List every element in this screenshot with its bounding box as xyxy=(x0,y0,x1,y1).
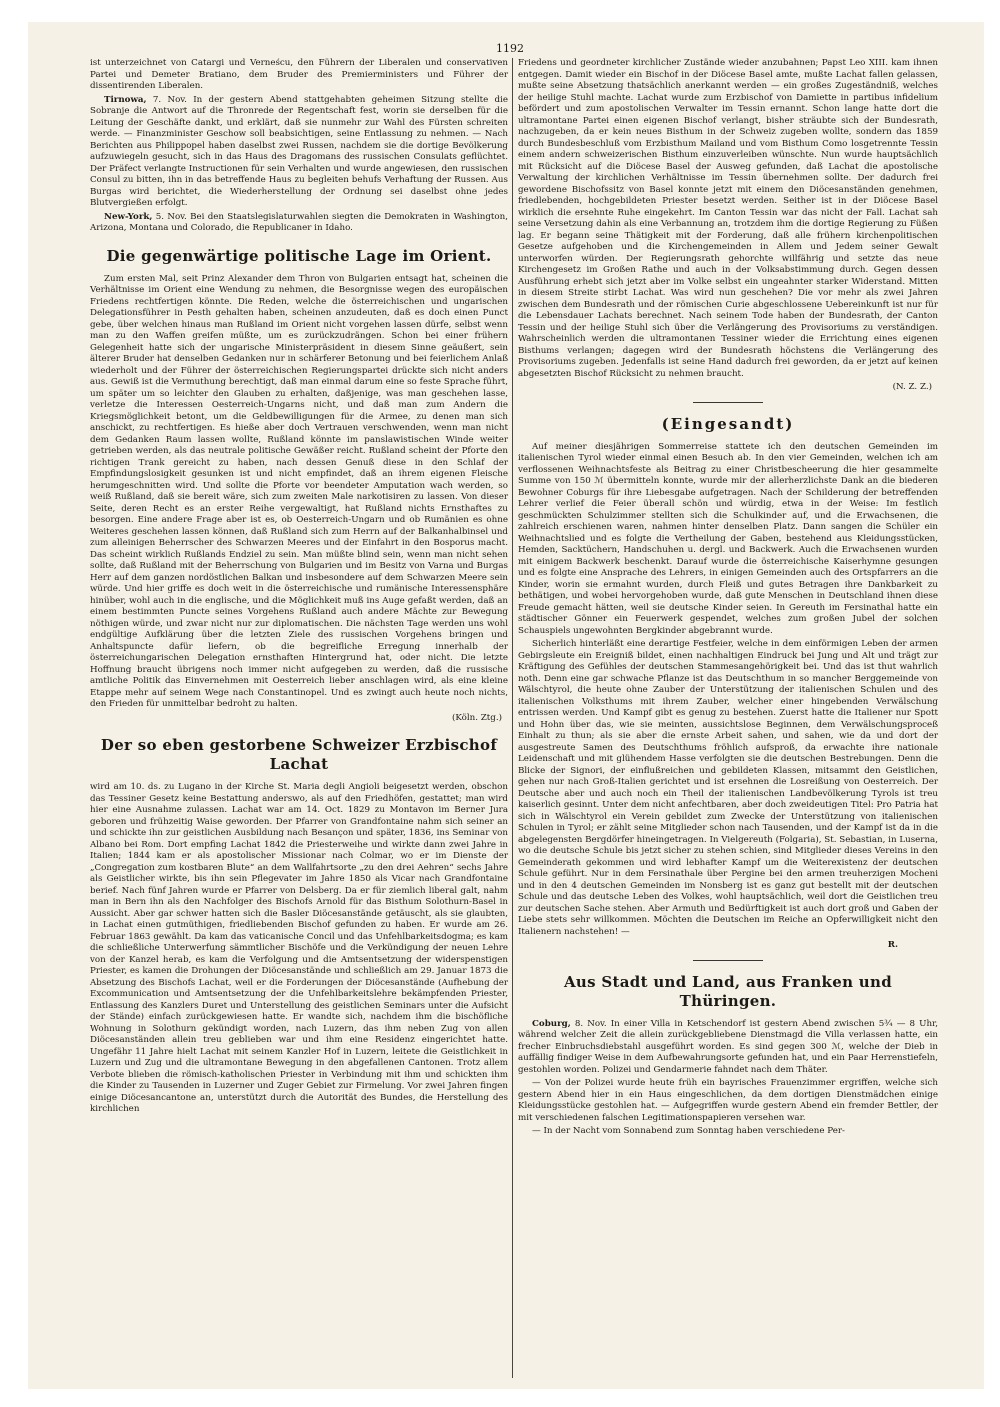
article-paragraph: — In der Nacht vom Sonnabend zum Sonntag haben verschiedene Per- xyxy=(532,1126,845,1136)
article-paragraph: Sicherlich hinterläßt eine derartige Festfeier, welche in dem einförmigen Leben der armen Gebirgsleute ein Ereigniß bildet, einen nachhaltigen Eindruck bei Jung und Alt und trägt zur Kräftigung des Gefühles der deutschen Stammesangehörigkeit bei. Und das ist thut wahrlich noth. Denn eine gar schwache Pflanze ist das Deutschthum in so mancher Berggemeinde von Wälschtyrol, die heute ohne Zauber der Unterstützung der italienischen Schulen und des italienischen Volksthums mit ihrem Zauber, welcher einer hingebenden Verwälschung entrissen werden. Und Kampf gibt es genug zu bestehen. Zuerst hatte die Italiener nur Spott und Hohn über das, wie sie meinten, aussichtslose Beginnen, dem Verwälschungsproceß Einhalt zu thun; als sie aber die ernste Arbeit sahen, und sahen, wie da und dort der ausgestreute Samen des Deutschthums fröhlich aufsproß, da erwachte ihre nationale Leidenschaft und mit glühendem Hasse verfolgten sie die deutschen Bestrebungen. Denn die Blicke der Signori, der einflußreichen und gebildeten Klassen, mitsammt den Geistlichen, gehen nur nach Groß-Italien gerichtet und ist ersehnen die Losreißung von Oesterreich. Der Deutsche aber und auch noch ein Theil der italienischen Landbevölkerung Tyrols ist treu kaiserlich gesinnt. Unter dem nicht anfechtbaren, aber doch zweideutigen Titel: Pro Patria hat sich in Wälschtyrol ein Verein gebildet zum Zwecke der Unterstützung von italienischen Schulen in Tyrol; er zählt seine Mitglieder schon nach Tausenden, und der Kampf ist da in die abgelegensten Bergdörfer hineingetragen. In Vielgereuth (Folgaria), St. Sebastian, in Luserna, wo die deutsche Schule bis jetzt sicher zu stehen schien, sind Mitglieder dieses Vereins in den Gemeinderath gekommen und wird lebhafter Kampf um die Weiterexistenz der deutschen Schule geführt. Nur in dem Fersinathale über Pergine bei den armen treuherzigen Mocheni und in den 4 deutschen Gemeinden im Nonsberg ist es ganz gut bestellt mit der deutschen Schule und das deutsche Leben des Volkes, wohl hauptsächlich, weil dort die Geistlichen treu zur deutschen Sache stehen. Aber Armuth und Bedürftigkeit ist auch dort groß und Gaben der Liebe stets sehr willkommen. Möchten die Deutschen im Reiche an Opferwilligkeit nicht den Italienern nachstehen! — xyxy=(518,639,938,937)
report-text: 5. Nov. Bei den Staatslegislaturwahlen siegten die Demokraten in Washington, Arizona, Montana und Colorado, die Republicaner in Idaho. xyxy=(90,211,508,233)
scan-margin-left xyxy=(0,0,28,1407)
source-attribution: (Köln. Ztg.) xyxy=(451,712,502,723)
article-headline: Die gegenwärtige politische Lage im Orient. xyxy=(106,246,492,265)
article-headline: Der so eben gestorbene Schweizer Erzbischof Lachat xyxy=(100,736,498,773)
report-text: 7. Nov. In der gestern Abend stattgehabten geheimen Sitzung stellte die Sobranje die Antwort auf die Thronrede der Regentschaft fest, worin sie derselben für die Leitung der Geschäfte dankt, und erklärt, daß sie nunmehr zur Wahl des Fürsten schreiten werde. — Finanzminister Geschow soll beabsichtigen, seine Entlassung zu nehmen. — Nach Berichten aus Philippopel haben daselbst zwei Russen, nachdem sie die dortige Bevölkerung aufzuwiegeln gesucht, sich in das Haus des Dragomans des russischen Consulats geflüchtet. Der Präfect verlangte Instructionen für sein Verhalten und wurde angewiesen, den russischen Consul zu bitten, ihn in das betreffende Haus zu begleiten behufs Verhaftung der Russen. Aus Burgas wird berichtet, die Wiederherstellung der Ordnung sei daselbst ohne jedes Blutvergießen erfolgt. xyxy=(90,94,508,208)
tirnowa-report xyxy=(90,95,508,210)
author-signature: R. xyxy=(887,940,898,950)
scan-margin-right xyxy=(984,0,1000,1407)
right-column xyxy=(518,58,938,1140)
article-paragraph: Auf meiner diesjährigen Sommerreise stattete ich den deutschen Gemeinden im italienischen Tyrol wieder einmal einen Besuch ab. In den vier Gemeinden, welchen ich am verflossenen Weihnachtsfeste als Beitrag zu einer Christbescheerung die hier gesammelte Summe von 150 ℳ übermitteln konnte, wurde mir der allerherzlichste Dank an die biederen Bewohner Coburgs für ihre Liebesgabe aufgetragen. Nach der Schilderung der betreffenden Lehrer verlief die Feier überall schön und würdig, etwa in der Weise: Im festlich geschmückten Schulzimmer stellten sich die Schulkinder auf, und die Erwachsenen, die zahlreich erschienen waren, nahmen hinter denselben Platz. Dann sangen die Schüler ein Weihnachtslied und es folgte die Vertheilung der Gaben, bestehend aus Kleidungsstücken, Hemden, Sacktüchern, Handschuhen u. dergl. und Backwerk. Auch die Erwachsenen wurden mit einigem Backwerk beschenkt. Darauf wurde die österreichische Kaiserhymne gesungen und es folgte eine Ansprache des Lehrers, in einigen Gemeinden auch des Ortspfarrers an die Kinder, worin sie ermahnt wurden, durch Fleiß und gutes Betragen ihre Dankbarkeit zu bethätigen, und wobei hervorgehoben wurde, daß gute Menschen in Deutschland ihnen diese Freude gemacht hätten, weil sie deutsche Kinder seien. In Gereuth im Fersinathal hatte ein städtischer Gönner ein Feuerwerk gespendet, welches zum großen Jubel der solchen Schauspiels ungewohnten Bergkinder abgebrannt wurde. xyxy=(518,441,938,636)
page-number: 1192 xyxy=(496,42,524,55)
source-attribution: (N. Z. Z.) xyxy=(892,382,932,392)
article-paragraph: — Von der Polizei wurde heute früh ein bayrisches Frauenzimmer ergriffen, welche sich gestern Abend hier in ein Haus eingeschlichen, da dem dortigen Dienstmädchen einige Kleidungsstücke gestohlen hat. — Aufgegriffen wurde gestern Abend ein fremder Bettler, der mit verschiedenen falschen Legitimationspapieren versehen war. xyxy=(518,1078,938,1123)
article-headline: (Eingesandt) xyxy=(661,414,795,433)
article-paragraph: wird am 10. ds. zu Lugano in der Kirche St. Maria degli Angioli beigesetzt werden, obschon das Tessiner Gesetz keine Bestattung anderswo, als auf den Friedhöfen, gestattet; man wird hier eine Ausnahme zulassen. Lachat war am 14. Oct. 1829 zu Montavon im Berner Jura geboren und frühzeitig Waise geworden. Der Pfarrer von Grandfontaine nahm sich seiner an und schickte ihn zur geistlichen Ausbildung nach Besançon und später, 1836, ins Seminar von Albano bei Rom. Dort empfing Lachat 1842 die Priesterweihe und wirkte dann zwei Jahre in Italien; 1844 kam er als apostolischer Missionar nach Colmar, wo er im Dienste der „Congregation zum kostbaren Blute“ an dem Wallfahrtsorte „zu den drei Aehren“ sechs Jahre als Geistlicher wirkte, bis ihn sein Pflegevater im Jahre 1850 als Vicar nach Grandfontaine berief. Nach fünf Jahren wurde er Pfarrer von Delsberg. Da er für ziemlich liberal galt, nahm man in Bern ihn als den Nachfolger des Bischofs Arnold für das Bisthum Solothurn-Basel in Aussicht. Aber gar schwer hatten sich die Basler Diöcesanstände getäuscht, als sie glaubten, in Lachat einen gutmüthigen, friedliebenden Bischof gefunden zu haben. Er wurde am 26. Februar 1863 gewählt. Da kam das vaticanische Concil und das Unfehlbarkeitsdogma; es kam die schließliche Unterwerfung sämmtlicher Bischöfe und die Verkündigung der neuen Lehre von der Kanzel herab, es kam die Verfolgung und die Amtsentsetzung der widerspenstigen Priester, es kamen die Drohungen der Diöcesanstände und schließlich am 29. Januar 1873 die Absetzung des Bischofs Lachat, weil er die Forderungen der Diöcesanstände (Aufhebung der Excommunication und Amtsentsetzung der die Unfehlbarkeitslehre bekämpfenden Priester, Entlassung des Kanzlers Duret und Unterstellung des geistlichen Seminars unter die Aufsicht der Stände) einfach zurückgewiesen hatte. Er wandte sich, nachdem ihm die bischöfliche Wohnung in Solothurn gekündigt worden, nach Luzern, das ihm neben Zug von allen Diöcesanständen allein treu geblieben war und ihm eine Residenz eingerichtet hatte. Ungefähr 11 Jahre hielt Lachat mit seinem Kanzler Hof in Luzern, leitete die Geistlichkeit in Luzern und Zug und die ultramontane Bewegung in den abgefallenen Cantonen. Trotz allem Verbote blieben die römisch-katholischen Priester in Verbindung mit ihm und schickten ihm die Kinder zu Tausenden in Luzerner und Zuger Gebiet zur Firmelung. Vor zwei Jahren fingen einige Diöcesancantone an, unterstützt durch die Autorität des Bundes, die Herstellung des kirchlichen xyxy=(90,782,508,1114)
section-divider xyxy=(693,402,763,403)
intro-paragraph: ist unterzeichnet von Catargi und Verneścu, den Führern der Liberalen und conservativen Partei und Demeter Bratiano, dem Bruder des Premierministers und Führer der dissentirenden Liberalen. xyxy=(90,58,508,91)
dateline-place: New-York, xyxy=(104,211,153,222)
scan-margin-bottom xyxy=(0,1389,1000,1407)
article-paragraph: Zum ersten Mal, seit Prinz Alexander dem Thron von Bulgarien entsagt hat, scheinen die Verhältnisse im Orient eine Wendung zu nehmen, die Besorgnisse wegen des europäischen Friedens rechtfertigen könnte. Die Reden, welche die österreichischen und ungarischen Delegationsführer in Pesth gehalten haben, scheinen anzudeuten, daß es doch einen Punct gebe, über welchen hinaus man Rußland im Orient nicht vorgehen lassen dürfe, selbst wenn man zu den Waffen greifen müßte, um es zurückzudrängen. Schon bei einer frühern Gelegenheit hatte sich der ungarische Ministerpräsident in diesem Sinne geäußert, sein älterer Bruder hat denselben Gedanken nur in schärferer Betonung und bei feierlichem Anlaß wiederholt und der Führer der österreichischen Regierungspartei drückte sich nicht anders aus. Gewiß ist die Vermuthung berechtigt, daß man einmal darum eine so feste Sprache führt, um später um so leichter den Glauben zu erhalten, daßjenige, was man geschehen lasse, verletze die Interessen Oesterreich-Ungarns nicht, und daß man zum Andern die Kriegsmöglichkeit betont, um die Geldbewilligungen für die Armee, zu denen man sich anschickt, zu rechtfertigen. Es hieße aber doch Vertrauen verschwenden, wenn man nicht dem Gedanken Raum lassen wollte, Rußland könnte im panslawistischen Winde weiter getrieben werden, als das neutrale politische Gewäßer reicht. Rußland scheint der Pforte den richtigen Trank gereicht zu haben, nach dessen Genuß diese in den Schlaf der Empfindungslosigkeit gesunken ist und nicht empfindet, daß an ihrem eigenen Fleische herumgeschnitten wird. Und sollte die Pforte vor beendeter Amputation wach werden, so weiß Rußland, daß sie bereit wäre, sich zum zweiten Male narkotisiren zu lassen. Von dieser Seite, deren Recht es an erster Reihe vergewaltigt, hat Rußland nichts Ernsthaftes zu besorgen. Eine andere Frage aber ist es, ob Oesterreich-Ungarn und ob Rumänien es ohne Weiteres geschehen lassen können, daß Rußland sich zum Herrn auf der Balkanhalbinsel und zum alleinigen Beherrscher des Schwarzen Meeres und der Einfahrt in den Bosporus macht. Das scheint wirklich Rußlands Endziel zu sein. Man müßte blind sein, wenn man nicht sehen sollte, daß Rußland mit der Beherrschung von Bulgarien und im Besitz von Varna und Burgas Herr auf dem ganzen nordöstlichen Balkan und insbesondere auf dem Schwarzen Meere sein würde. Und hier griffe es doch weit in die österreichische und rumänische Interessensphäre hinüber, wohl auch in die englische, und die Möglichkeit muß ins Auge gefaßt werden, daß an einem bestimmten Puncte seines Vorgehens Rußland auch andere Mächte zur Bewegung nöthigen würde, und zwar nicht nur zur diplomatischen. Die nächsten Tage werden uns wohl endgültige Aufklärung über die letzten Ziele des russischen Vorgehens bringen und Anhaltspuncte dafür liefern, ob die begreifliche Erregung innerhalb der österreichungarischen Delegation ernsthaften Hintergrund hat, oder nicht. Die letzte Hoffnung braucht übrigens noch immer nicht aufgegeben zu werden, daß die russische amtliche Politik das Einvernehmen mit Oesterreich lieber anschlagen wird, als eine kleine Etappe mehr auf seinem Wege nach Constantinopel. Und es zwingt auch heute noch nichts, den Frieden für unmittelbar bedroht zu halten. xyxy=(90,273,508,709)
coburg-report xyxy=(518,1019,938,1077)
dateline-place: Coburg, xyxy=(532,1018,571,1029)
column-divider xyxy=(512,58,513,1378)
newyork-report xyxy=(90,212,508,235)
left-column xyxy=(90,58,508,1118)
section-divider xyxy=(693,960,763,961)
article-headline: Aus Stadt und Land, aus Franken und Thüringen. xyxy=(563,972,893,1010)
article-paragraph: Friedens und geordneter kirchlicher Zustände wieder anzubahnen; Papst Leo XIII. kam ihnen entgegen. Damit wieder ein Bischof in der Diöcese Basel amte, mußte Lachat fallen gelassen, mußte seine Absetzung thatsächlich anerkannt werden — ein großes Zugeständniß, welches der heilige Stuhl machte. Lachat wurde zum Erzbischof von Damiette in partibus infidelium befördert und zum apostolischen Verwalter im Tessin ernannt. Schon lange hatte dort die ultramontane Partei einen eigenen Bischof verlangt, bisher sträubte sich der Bundesrath, nachzugeben, da er kein neues Bisthum in der Schweiz zugeben wollte, sondern das 1859 durch Bundesbeschluß vom Erzbisthum Mailand und vom Bisthum Como losgetrennte Tessin einem andern schweizerischen Bisthum einzuverleiben wünschte. Nun wurde hauptsächlich mit Rücksicht auf die Diöcese Basel der Ausweg gefunden, daß Lachat die apostolische Verwaltung der kirchlichen Verhältnisse im Tessin übernehmen sollte. Der dadurch frei gewordene Bischofssitz von Basel konnte jetzt mit einem den Diöcesanständen genehmen, friedlebenden, hochgebildeten Priester besetzt werden. Seither ist in der Diöcese Basel wirklich die ersehnte Ruhe eingekehrt. Im Canton Tessin war das nicht der Fall. Lachat sah seine Versetzung dahin als eine Verbannung an, trotzdem ihm die dortige Regierung zu Füßen lag. Er begann seine Thätigkeit mit der Forderung, daß alle frühern kirchenpolitischen Gesetze aufgehoben und die Kirchengemeinden in Allem und Jedem seiner Gewalt unterworfen würden. Der Regierungsrath gehorchte willfährig und setzte das neue Kirchengesetz im Großen Rathe und auch in der Volksabstimmung durch. Gegen dessen Ausführung erhebt sich jetzt aber im Volke selbst ein ungeahnter starker Widerstand. Mitten in diesem Streite stirbt Lachat. Was wird nun geschehen? Die vor mehr als zwei Jahren zwischen dem Bundesrath und der römischen Curie abgeschlossene Uebereinkunft ist nur für die Lebensdauer Lachats berechnet. Nach seinem Tode haben der Bundesrath, der Canton Tessin und der heilige Stuhl sich über die Verlängerung des Provisoriums zu verständigen. Wahrscheinlich werden die ultramontanen Tessiner wieder die Errichtung eines eigenen Bisthums verlangen; dagegen wird der Bundesrath höchstens die Verlängerung des Provisoriums zugeben. Jedenfalls ist seine Hand dadurch frei geworden, da er jetzt auf keinen abgesetzten Bischof Rücksicht zu nehmen braucht. xyxy=(518,58,938,379)
dateline-place: Tirnowa, xyxy=(104,94,147,105)
report-text: 8. Nov. In einer Villa in Ketschendorf ist gestern Abend zwischen 5¾ — 8 Uhr, während welcher Zeit die allein zurückgebliebene Dienstmagd die Villa verlassen hatte, ein frecher Einbruchsdiebstahl ausgeführt worden. Es sind gegen 300 ℳ, welche der Dieb in auffällig findiger Weise in dem Aufbewahrungsorte gefunden hat, und ein Paar Herrenstiefeln, gestohlen worden. Polizei und Gendarmerie fahndet nach dem Thäter. xyxy=(518,1018,939,1075)
scan-margin-top xyxy=(0,0,1000,22)
